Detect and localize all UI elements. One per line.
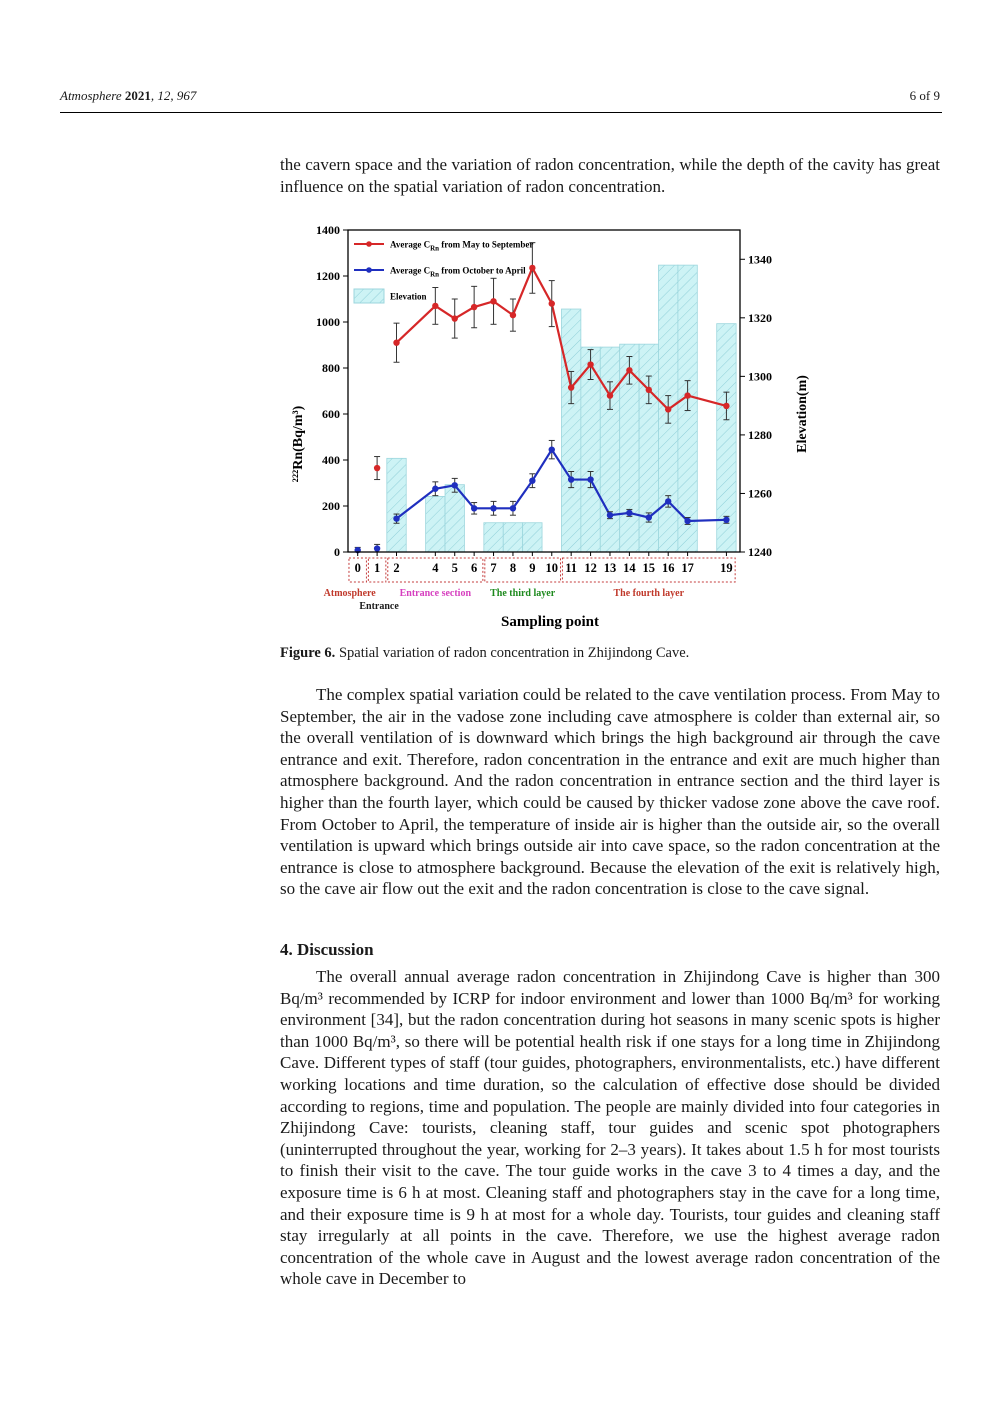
data-point bbox=[665, 498, 671, 504]
page-number: 6 of 9 bbox=[909, 88, 940, 103]
y2-tick-label: 1240 bbox=[748, 545, 772, 559]
y2-tick-label: 1280 bbox=[748, 427, 772, 442]
y2-tick-label: 1300 bbox=[748, 369, 772, 384]
group-label: Entrance section bbox=[399, 588, 472, 599]
x-tick-label: 14 bbox=[623, 561, 636, 575]
x-tick-label: 9 bbox=[529, 561, 536, 575]
figure-6-chart bbox=[280, 214, 840, 634]
data-point bbox=[684, 518, 690, 524]
data-point bbox=[393, 515, 399, 521]
x-tick-label: 17 bbox=[681, 561, 694, 575]
paragraph-discussion: The overall annual average radon concentration in Zhijindong Cave is higher than 300 Bq/m³ recommended by ICRP for indoor environment and lower than 1000 Bq/m³ for working environment [34], but the radon concentration during hot seasons in many scenic spots is higher than 1000 Bq/m³, so there will be potential health risk if one stays for a long time in Zhijindong Cave. Different types of staff (tour guides, photographers, environmentalists, etc.) have different working locations and time duration, so the calculation of effective dose should be divided according to regions, time and population. The people are mainly divided into four categories in Zhijindong Cave: tourists, cleaning staff, tour guides and scenic spot photographers (uninterrupted throughout the year, working for 2–3 years). It takes about 1.5 h for most tourists to finish their visit to the cave. The tour guide works in the cave 3 to 4 times a day, and the exposure time is 6 h at most. Cleaning staff and photographers stay in the cave for a long time, and their exposure time is 9 h at most for a whole day. Tourists, tour guides and cleaning staff stay irregularly at all points in the cave. Therefore, we use the highest average radon concentration of the whole cave in August and the lowest average radon concentration of the whole cave in December to bbox=[280, 967, 940, 1289]
header-rule bbox=[60, 112, 942, 113]
data-point bbox=[374, 545, 380, 551]
y2-tick-label: 1340 bbox=[748, 252, 772, 267]
section-heading: 4. Discussion bbox=[280, 940, 374, 959]
data-point bbox=[529, 265, 535, 271]
elevation-bar bbox=[503, 523, 522, 552]
data-point bbox=[471, 505, 477, 511]
data-point bbox=[626, 510, 632, 516]
paragraph-intro: the cavern space and the variation of radon concentration, while the depth of the cavity has great influence on the spatial variation of radon concentration. bbox=[280, 155, 940, 196]
x-tick-label: 4 bbox=[432, 561, 439, 575]
legend-marker bbox=[366, 267, 372, 273]
y-tick-label: 800 bbox=[322, 361, 340, 375]
x-tick-label: 15 bbox=[642, 561, 656, 575]
data-point bbox=[568, 476, 574, 482]
y-tick-label: 1400 bbox=[316, 223, 340, 237]
x-tick-label: 11 bbox=[565, 561, 578, 575]
legend-label: Average $C_{Rn}$ from October to April bbox=[390, 265, 526, 279]
journal-citation: Atmosphere 2021, 12, 967 bbox=[60, 88, 197, 103]
data-point bbox=[374, 465, 380, 471]
y-tick-label: 400 bbox=[322, 453, 340, 467]
elevation-bar bbox=[426, 496, 445, 552]
data-point bbox=[665, 406, 671, 412]
x-tick-label: 12 bbox=[584, 561, 597, 575]
data-point bbox=[587, 476, 593, 482]
data-point bbox=[432, 486, 438, 492]
x-tick-label: 10 bbox=[545, 561, 559, 575]
data-point bbox=[490, 298, 496, 304]
x-tick-label: 2 bbox=[393, 561, 400, 575]
x-tick-label: 13 bbox=[603, 561, 617, 575]
data-point bbox=[510, 312, 516, 318]
figure-caption: Figure 6. Spatial variation of radon concentration in Zhijindong Cave. bbox=[280, 645, 690, 661]
elevation-bar bbox=[387, 458, 406, 552]
elevation-bar bbox=[484, 523, 503, 552]
x-axis-title: Sampling point bbox=[501, 614, 599, 630]
data-point bbox=[607, 392, 613, 398]
y-tick-label: 600 bbox=[322, 407, 340, 421]
group-label: The third layer bbox=[490, 588, 556, 599]
data-point bbox=[626, 367, 632, 373]
data-point bbox=[432, 303, 438, 309]
data-point bbox=[568, 384, 574, 390]
x-tick-label: 8 bbox=[509, 561, 517, 575]
data-point bbox=[646, 387, 652, 393]
y2-tick-label: 1320 bbox=[748, 310, 772, 325]
running-header bbox=[60, 88, 940, 108]
x-tick-label: 6 bbox=[471, 561, 478, 575]
data-point bbox=[452, 315, 458, 321]
paragraph-ventilation: The complex spatial variation could be related to the cave ventilation process. From May to September, the air in the vadose zone including cave atmosphere is colder than external air, so the overall ventilation of is downward which brings the high background air through the cave entrance and exit. Therefore, radon concentration in the entrance and exit are much higher than atmosphere background. And the radon concentration in entrance section and the third layer is higher than the fourth layer, which could be caused by thicker vadose zone above the cave roof. From October to April, the temperature of inside air is higher than the outside air, so the overall ventilation is upward which brings outside air into cave space, so the radon concentration at the entrance is close to atmosphere background. Because the elevation of the exit is relatively high, so the cave air flow out the exit and the radon concentration is close to the cave signal. bbox=[280, 685, 940, 899]
data-point bbox=[587, 361, 593, 367]
data-point bbox=[393, 340, 399, 346]
group-label: The fourth layer bbox=[613, 588, 685, 599]
data-point bbox=[684, 392, 690, 398]
y2-tick-label: 1260 bbox=[748, 486, 772, 501]
elevation-bar bbox=[600, 347, 619, 552]
y-tick-label: 0 bbox=[334, 545, 340, 559]
data-point bbox=[646, 514, 652, 520]
x-tick-label: 1 bbox=[373, 561, 381, 575]
x-tick-label: 19 bbox=[720, 561, 733, 575]
x-tick-label: 5 bbox=[451, 561, 458, 575]
data-point bbox=[723, 403, 729, 409]
legend-label-elevation: Elevation bbox=[390, 291, 427, 302]
y-tick-label: 1200 bbox=[316, 269, 340, 283]
legend-label: Average $C_{Rn}$ from May to September bbox=[390, 239, 534, 253]
data-point bbox=[529, 478, 535, 484]
data-point bbox=[549, 446, 555, 452]
data-point bbox=[471, 304, 477, 310]
x-tick-label: 7 bbox=[490, 561, 497, 575]
y-tick-label: 1000 bbox=[316, 315, 340, 329]
x-tick-label: 0 bbox=[354, 561, 361, 575]
y-axis-title: ²²²Rn(Bq/m³) bbox=[291, 405, 306, 483]
elevation-bar bbox=[523, 523, 542, 552]
legend-marker bbox=[366, 241, 372, 247]
data-point bbox=[607, 512, 613, 518]
data-point bbox=[452, 482, 458, 488]
y2-axis-title: Elevation(m) bbox=[795, 375, 810, 453]
data-point bbox=[723, 517, 729, 523]
data-point bbox=[549, 300, 555, 306]
x-tick-label: 16 bbox=[661, 561, 675, 575]
y-tick-label: 200 bbox=[322, 499, 340, 513]
legend-swatch-elevation bbox=[354, 289, 384, 303]
data-point bbox=[490, 505, 496, 511]
elevation-bar bbox=[561, 309, 580, 552]
group-label: Entrance bbox=[359, 601, 399, 612]
data-point bbox=[510, 505, 516, 511]
group-label: Atmosphere bbox=[323, 588, 376, 599]
